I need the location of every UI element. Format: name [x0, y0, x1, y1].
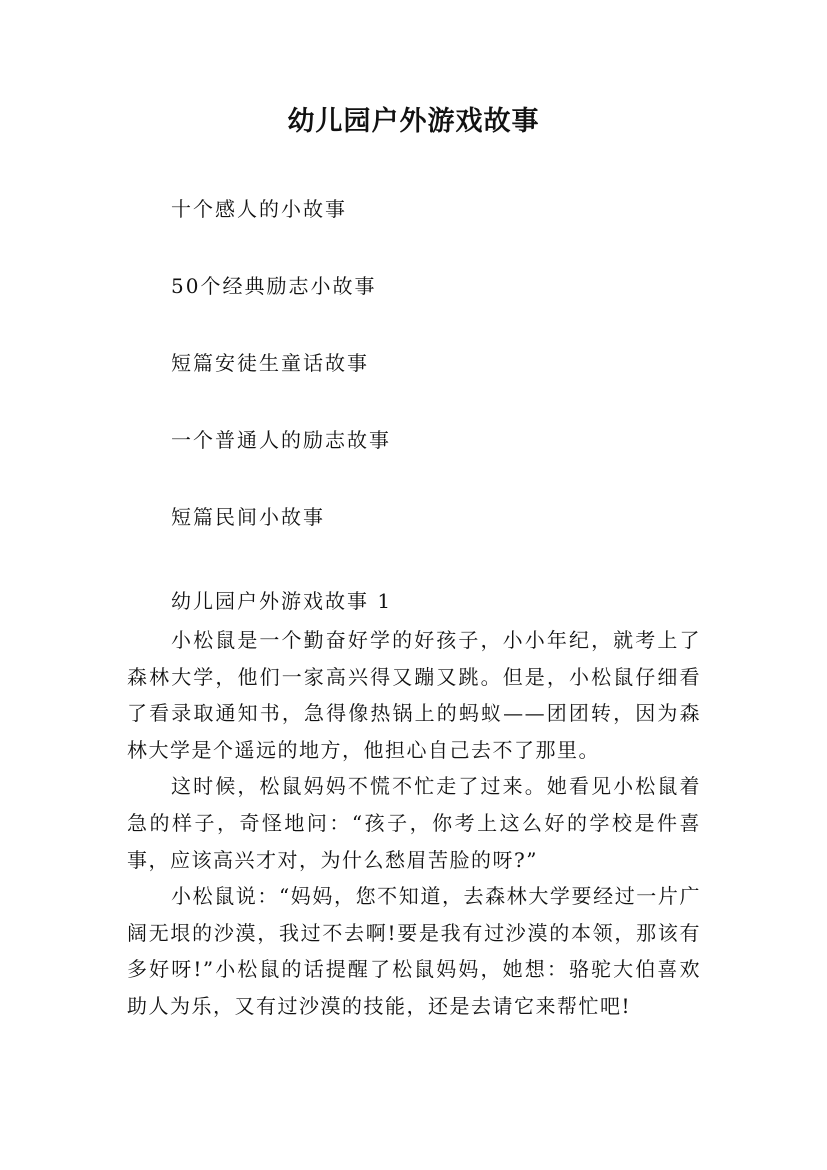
related-stories-list	[171, 193, 731, 578]
story-paragraph: 这时候，松鼠妈妈不慌不忙走了过来。她看见小松鼠着急的样子，奇怪地问：“孩子，你考上这么好的学校是件喜事，应该高兴才对，为什么愁眉苦脸的呀?”	[127, 774, 701, 872]
related-story-item: 短篇民间小故事	[171, 505, 325, 529]
document-title: 幼儿园户外游戏故事	[287, 106, 540, 137]
related-story-item: 十个感人的小故事	[171, 197, 347, 221]
story-paragraph: 小松鼠说：“妈妈，您不知道，去森林大学要经过一片广阔无垠的沙漠，我过不去啊!要是我有过沙漠的本领，那该有多好呀!”小松鼠的话提醒了松鼠妈妈，她想：骆驼大伯喜欢助人为乐，又有过沙漠的技能，还是去请它来帮忙吧!	[127, 884, 701, 1018]
related-story-item: 短篇安徒生童话故事	[171, 351, 369, 375]
story-body	[127, 622, 701, 1025]
section-heading: 幼儿园户外游戏故事 1	[171, 589, 393, 613]
story-paragraph: 小松鼠是一个勤奋好学的好孩子，小小年纪，就考上了森林大学，他们一家高兴得又蹦又跳。但是，小松鼠仔细看了看录取通知书，急得像热锅上的蚂蚁——团团转，因为森林大学是个遥远的地方，他担心自己去不了那里。	[127, 628, 701, 762]
related-story-item: 一个普通人的励志故事	[171, 428, 391, 452]
related-story-item: 50个经典励志小故事	[171, 274, 377, 298]
